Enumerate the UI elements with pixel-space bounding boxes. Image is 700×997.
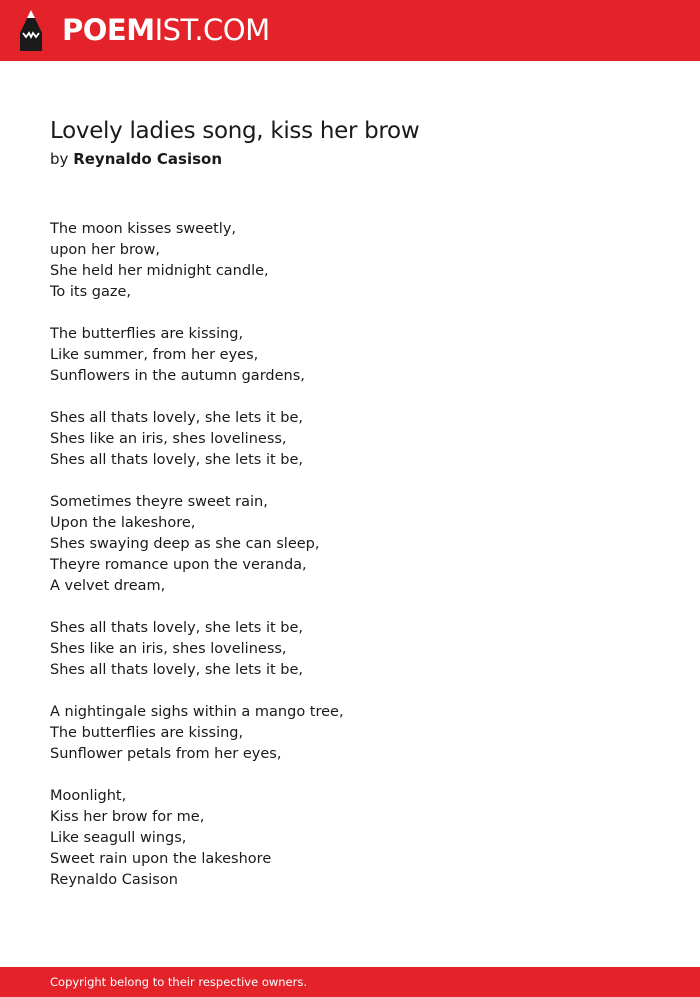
poem-line: upon her brow, [50,242,160,258]
by-label: by [50,150,69,168]
site-header [0,0,700,61]
poem-line: Sunflowers in the autumn gardens, [50,368,305,384]
copyright-text: Copyright belong to their respective owners. [50,975,308,989]
poem-line: Shes all thats lovely, she lets it be, [50,620,303,636]
poem-line: Moonlight, [50,788,127,804]
brand-light-part: IST.COM [154,13,270,47]
poem-stanza [50,408,650,471]
poem-line: Shes all thats lovely, she lets it be, [50,410,303,426]
poem-line: Theyre romance upon the veranda, [50,557,307,573]
site-logo-text[interactable] [62,12,270,48]
poem-line: Upon the lakeshore, [50,515,196,531]
poem-author: Reynaldo Casison [73,150,223,168]
brand-bold-part: POEM [62,13,155,47]
site-footer [0,967,700,997]
poem-stanza [50,786,650,891]
poem-line: Shes like an iris, shes loveliness, [50,641,287,657]
poem-line: The butterflies are kissing, [50,725,244,741]
poem-stanza [50,492,650,597]
poem-title: Lovely ladies song, kiss her brow [50,118,420,144]
poem-line: A velvet dream, [50,578,166,594]
poem-line: A nightingale sighs within a mango tree, [50,704,344,720]
poem-line: Sunflower petals from her eyes, [50,746,282,762]
poem-stanza [50,219,650,303]
poem-stanza [50,324,650,387]
poem-line: The moon kisses sweetly, [50,221,237,237]
poem-stanza [50,702,650,765]
poem-line: She held her midnight candle, [50,263,269,279]
poem-line: Shes like an iris, shes loveliness, [50,431,287,447]
poem-line: Reynaldo Casison [50,872,178,888]
poem-line: Shes swaying deep as she can sleep, [50,536,320,552]
poem-line: Shes all thats lovely, she lets it be, [50,662,303,678]
poem-body [50,219,650,912]
poem-line: Like seagull wings, [50,830,187,846]
poem-line: To its gaze, [50,284,131,300]
poem-line: The butterflies are kissing, [50,326,244,342]
poem-line: Shes all thats lovely, she lets it be, [50,452,303,468]
poem-line: Sweet rain upon the lakeshore [50,851,272,867]
poem-line: Like summer, from her eyes, [50,347,259,363]
poem-stanza [50,618,650,681]
poem-line: Kiss her brow for me, [50,809,205,825]
pencil-tip-icon[interactable] [18,9,44,53]
poem-line: Sometimes theyre sweet rain, [50,494,268,510]
poem-byline [50,149,222,169]
